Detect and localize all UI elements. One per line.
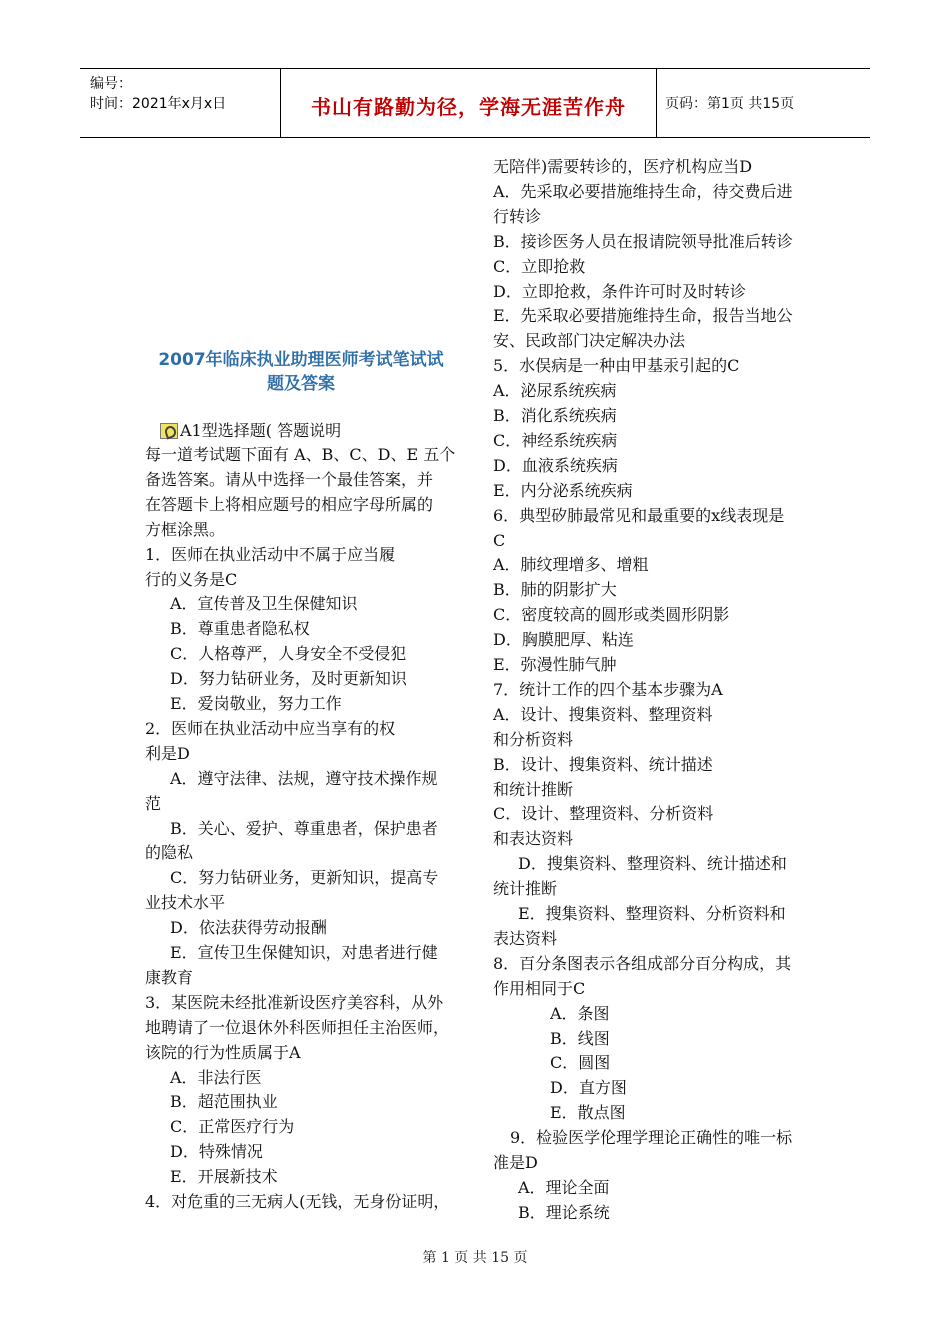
right-text-line: E．内分泌系统疾病 — [493, 480, 633, 500]
right-text-line: 安、民政部门决定解决办法 — [493, 331, 686, 351]
right-text-line: 准是D — [493, 1153, 538, 1172]
left-text-line: 方框涂黑。 — [145, 519, 226, 539]
header-page-cell — [657, 69, 870, 137]
left-text-line: 3．某医院未经批准新设医疗美容科，从外 — [145, 992, 444, 1012]
right-text-line: 和统计推断 — [493, 779, 574, 799]
left-text-line: 利是D — [145, 743, 190, 763]
right-text-line: A．先采取必要措施维持生命，待交费后进 — [493, 181, 793, 201]
left-text-line: E．宣传卫生保健知识，对患者进行健 — [170, 943, 438, 962]
right-text-line: 表达资料 — [493, 928, 558, 948]
title-line: 题及答案 — [267, 374, 335, 394]
right-text-line: B．线图 — [550, 1028, 610, 1048]
header-motto-cell — [281, 69, 657, 137]
right-text-line: A．理论全面 — [518, 1177, 610, 1197]
right-text-line: 和分析资料 — [493, 729, 574, 749]
right-text-line: A．条图 — [550, 1003, 610, 1023]
left-text-line: E．爱岗敬业，努力工作 — [170, 694, 342, 713]
right-text-line: 7．统计工作的四个基本步骤为A — [493, 679, 723, 699]
right-text-line: D．血液系统疾病 — [493, 455, 618, 475]
left-text-line: 备选答案。请从中选择一个最佳答案，并 — [145, 469, 434, 489]
right-text-line: D．搜集资料、整理资料、统计描述和 — [518, 854, 787, 874]
left-text-line: 2．医师在执业活动中应当享有的权 — [145, 718, 396, 738]
left-text-line: D．努力钻研业务，及时更新知识 — [170, 669, 407, 689]
left-text-line: C．努力钻研业务，更新知识，提高专 — [170, 868, 439, 888]
right-text-line: C．设计、整理资料、分析资料 — [493, 804, 714, 824]
left-text-line: 该院的行为性质属于A — [145, 1042, 301, 1062]
right-text-line: B．接诊医务人员在报请院领导批准后转诊 — [493, 231, 793, 251]
right-text-line: D．直方图 — [550, 1078, 627, 1098]
left-text-line: 业技术水平 — [145, 893, 226, 913]
right-text-line: D．立即抢救，条件许可时及时转诊 — [493, 281, 746, 301]
right-text-line: C．神经系统疾病 — [493, 430, 618, 450]
left-text-line: D．特殊情况 — [170, 1142, 263, 1162]
right-text-line: B．消化系统疾病 — [493, 406, 617, 425]
right-text-line: C．立即抢救 — [493, 256, 586, 276]
right-text-line: 9．检验医学伦理学理论正确性的唯一标 — [510, 1128, 793, 1148]
page-footer: 第 1 页 共 15 页 — [422, 1250, 528, 1266]
right-text-line: E．先采取必要措施维持生命，报告当地公 — [493, 306, 793, 326]
motto: 书山有路勤为径，学海无涯苦作舟 — [311, 95, 626, 119]
left-text-line: E．开展新技术 — [170, 1167, 278, 1187]
left-text-line: B．尊重患者隐私权 — [170, 619, 310, 639]
left-text-line: A．宣传普及卫生保健知识 — [170, 594, 358, 614]
left-text-line: 每一道考试题下面有 A、B、C、D、E 五个 — [145, 445, 456, 464]
right-text-line: 统计推断 — [493, 879, 558, 899]
left-text-line: B．超范围执业 — [170, 1092, 278, 1112]
right-text-line: 6．典型矽肺最常见和最重要的x线表现是 — [493, 505, 785, 525]
left-text-line: 范 — [145, 793, 162, 813]
left-text-line: 的隐私 — [145, 843, 194, 863]
right-text-line: E．弥漫性肺气肿 — [493, 655, 617, 674]
left-text-line: C．正常医疗行为 — [170, 1117, 295, 1137]
right-text-line: A．设计、搜集资料、整理资料 — [493, 704, 713, 724]
right-text-line: 和表达资料 — [493, 829, 574, 849]
right-text-line: 8．百分条图表示各组成部分百分构成，其 — [493, 953, 792, 973]
right-text-line: A．泌尿系统疾病 — [493, 381, 617, 401]
right-text-line: B．设计、搜集资料、统计描述 — [493, 754, 713, 774]
document-title — [140, 348, 462, 396]
right-text-line: C — [493, 530, 506, 550]
code-label: 编号： — [90, 76, 132, 92]
left-text-line: 在答题卡上将相应题号的相应字母所属的 — [145, 494, 434, 514]
left-text-line: A．遵守法律、法规，遵守技术操作规 — [170, 768, 438, 788]
right-text-line: 无陪伴)需要转诊的，医疗机构应当D — [493, 157, 753, 176]
left-text-line: D．依法获得劳动报酬 — [170, 918, 327, 938]
right-text-line: C．密度较高的圆形或类圆形阴影 — [493, 605, 730, 625]
right-text-line: D．胸膜肥厚、粘连 — [493, 630, 634, 650]
left-text-line: C．人格尊严，人身安全不受侵犯 — [170, 644, 407, 664]
left-text-line: 4．对危重的三无病人(无钱，无身份证明， — [145, 1192, 450, 1211]
right-text-line: E．搜集资料、整理资料、分析资料和 — [518, 904, 786, 923]
header-meta-cell — [80, 69, 281, 137]
right-text-line: C．圆图 — [550, 1053, 611, 1073]
right-text-line: B．理论系统 — [518, 1202, 610, 1222]
attachment-icon — [160, 423, 178, 439]
title-line: 2007年临床执业助理医师考试笔试试 — [158, 350, 444, 370]
right-text-line: 行转诊 — [493, 206, 542, 226]
left-text-line: B．关心、爱护、尊重患者，保护患者 — [170, 818, 438, 838]
page-header — [80, 68, 870, 138]
section-heading — [160, 421, 341, 441]
left-text-line: 地聘请了一位退休外科医师担任主治医师， — [145, 1017, 450, 1037]
right-text-line: 5．水俣病是一种由甲基汞引起的C — [493, 356, 740, 376]
right-text-line: 作用相同于C — [493, 978, 586, 998]
section-heading-text: A1型选择题( 答题说明 — [180, 421, 342, 440]
date-label: 时间：2021年x月x日 — [90, 96, 227, 112]
page-label: 页码：第1页 共15页 — [665, 96, 795, 112]
left-text-line: A．非法行医 — [170, 1067, 262, 1087]
left-text-line: 康教育 — [145, 967, 194, 987]
left-text-line: 行的义务是C — [145, 569, 238, 589]
right-text-line: E．散点图 — [550, 1103, 626, 1123]
left-text-line: 1．医师在执业活动中不属于应当履 — [145, 544, 396, 564]
right-text-line: B．肺的阴影扩大 — [493, 580, 617, 600]
right-text-line: A．肺纹理增多、增粗 — [493, 555, 649, 575]
